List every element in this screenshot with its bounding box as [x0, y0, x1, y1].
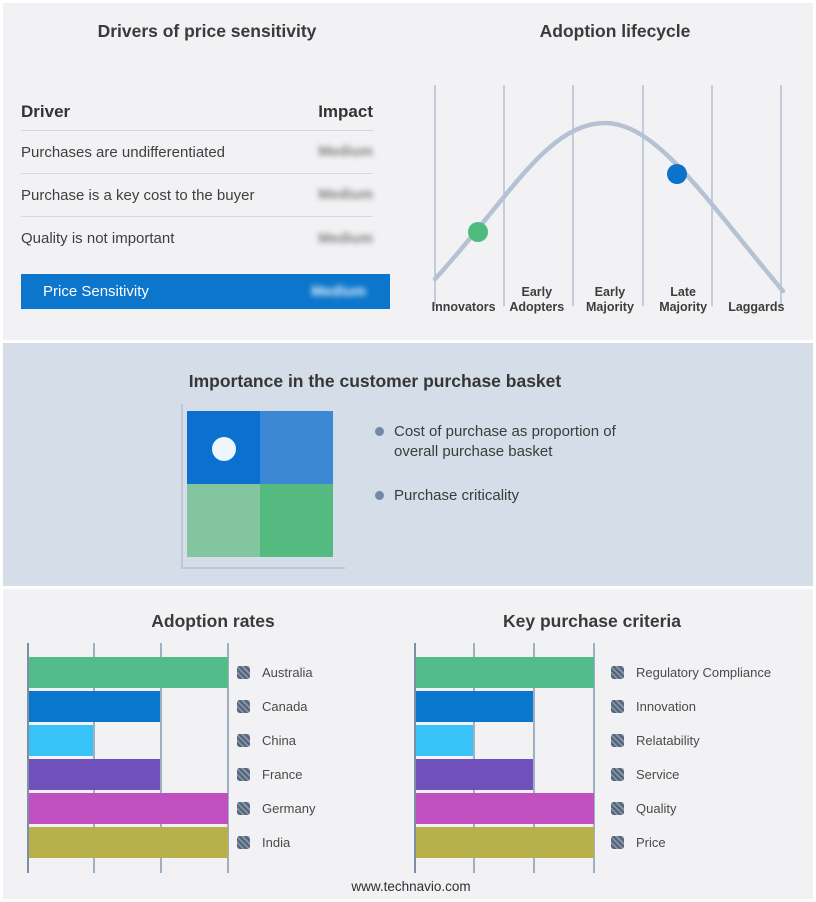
legend-item: [237, 759, 315, 790]
bar-australia: [29, 657, 228, 688]
key-purchase-criteria-legend: [611, 657, 771, 861]
bar-regulatory-compliance: [416, 657, 594, 688]
purchase-basket-bullets: [375, 422, 653, 529]
legend-item: [237, 793, 315, 824]
adoption-rates-chart: [27, 643, 228, 873]
legend-label: Service: [636, 767, 680, 782]
legend-label: Price: [636, 835, 666, 850]
drivers-table: [21, 93, 373, 260]
impact-column-header: Impact: [318, 101, 373, 121]
quadrant-bottom-right: [260, 484, 333, 557]
bar-series: [29, 657, 228, 861]
bar-germany: [29, 793, 228, 824]
adoption-rates-title: Adoption rates: [151, 611, 275, 631]
key-purchase-criteria-title: Key purchase criteria: [502, 611, 681, 631]
impact-cell-blurred: Medium: [318, 144, 373, 160]
table-row: [21, 174, 373, 217]
legend-label: Quality: [636, 801, 677, 816]
key-purchase-criteria-chart: [414, 643, 594, 873]
legend-item: [611, 793, 771, 824]
purchase-basket-title: Importance in the customer purchase basket: [188, 371, 562, 391]
purchase-basket-band: [3, 340, 816, 589]
legend-label: China: [262, 733, 296, 748]
list-item: [375, 486, 653, 506]
adoption-lifecycle-chart: [427, 81, 793, 313]
bar-france: [29, 759, 160, 790]
bar-china: [29, 725, 93, 756]
hatched-swatch-icon: [237, 768, 250, 781]
hatched-swatch-icon: [237, 836, 250, 849]
legend-item: [237, 691, 315, 722]
stage-label-late-majority: Late Majority: [659, 285, 708, 314]
impact-cell-blurred: Medium: [318, 230, 373, 247]
bullet-text: Cost of purchase as proportion of overall purchase basket: [394, 423, 616, 460]
adoption-rates-legend: [237, 657, 315, 861]
drivers-panel-title: Drivers of price sensitivity: [97, 21, 317, 41]
legend-item: [611, 725, 771, 756]
position-marker-dot: [212, 437, 236, 461]
lifecycle-panel-title: Adoption lifecycle: [539, 21, 691, 41]
price-sensitivity-summary-bar: [21, 274, 390, 309]
quadrant-x-axis: [181, 567, 345, 569]
hatched-swatch-icon: [611, 734, 624, 747]
quadrant-grid: [187, 411, 333, 557]
late-majority-marker-dot: [667, 164, 687, 184]
hatched-swatch-icon: [237, 700, 250, 713]
hatched-swatch-icon: [237, 734, 250, 747]
website-url: www.technavio.com: [351, 879, 471, 894]
bar-india: [29, 827, 228, 858]
list-item: [375, 422, 653, 462]
hatched-swatch-icon: [611, 666, 624, 679]
innovators-marker-dot: [468, 222, 488, 242]
quadrant-y-axis: [181, 404, 183, 569]
bar-canada: [29, 691, 160, 722]
drivers-table-header: [21, 93, 373, 131]
hatched-swatch-icon: [611, 700, 624, 713]
stage-label-laggards: Laggards: [728, 299, 785, 314]
price-sensitivity-impact-blurred: Medium: [311, 283, 366, 300]
bar-relatability: [416, 725, 473, 756]
bar-innovation: [416, 691, 533, 722]
legend-label: Innovation: [636, 699, 696, 714]
legend-label: Germany: [262, 801, 316, 816]
bullet-icon: [375, 491, 384, 500]
hatched-swatch-icon: [611, 802, 624, 815]
stage-label-early-majority: Early Majority: [586, 285, 634, 314]
legend-item: [237, 827, 315, 858]
price-sensitivity-label: Price Sensitivity: [43, 283, 149, 300]
stage-label-innovators: Innovators: [431, 299, 496, 314]
bar-quality: [416, 793, 594, 824]
legend-label: Australia: [262, 665, 313, 680]
legend-item: [237, 657, 315, 688]
table-row: [21, 217, 373, 260]
bar-series: [416, 657, 594, 861]
bullet-text: Purchase criticality: [394, 486, 520, 504]
lifecycle-stage-labels: [427, 274, 793, 314]
bullet-icon: [375, 427, 384, 436]
hatched-swatch-icon: [611, 836, 624, 849]
legend-item: [611, 691, 771, 722]
hatched-swatch-icon: [611, 768, 624, 781]
driver-column-header: Driver: [21, 101, 71, 121]
quadrant-top-right: [260, 411, 333, 484]
stage-label-early-adopters: Early Adopters: [509, 285, 565, 314]
legend-label: India: [262, 835, 291, 850]
legend-label: Regulatory Compliance: [636, 665, 772, 680]
driver-cell: Purchase is a key cost to the buyer: [21, 186, 255, 204]
driver-cell: Quality is not important: [21, 230, 175, 247]
table-row: [21, 131, 373, 174]
driver-cell: Purchases are undifferentiated: [21, 143, 226, 161]
quadrant-top-left: [187, 411, 260, 484]
hatched-swatch-icon: [237, 666, 250, 679]
bar-price: [416, 827, 594, 858]
legend-label: Canada: [262, 699, 308, 714]
legend-label: France: [262, 767, 303, 782]
bell-curve: [435, 123, 783, 291]
purchase-basket-quadrant-chart: [181, 404, 347, 572]
legend-item: [611, 759, 771, 790]
impact-cell-blurred: Medium: [318, 187, 373, 203]
hatched-swatch-icon: [237, 802, 250, 815]
legend-item: [611, 827, 771, 858]
legend-item: [611, 657, 771, 688]
lifecycle-gridlines: [435, 85, 781, 306]
quadrant-bottom-left: [187, 484, 260, 557]
bar-service: [416, 759, 533, 790]
legend-item: [237, 725, 315, 756]
legend-label: Relatability: [636, 733, 700, 748]
